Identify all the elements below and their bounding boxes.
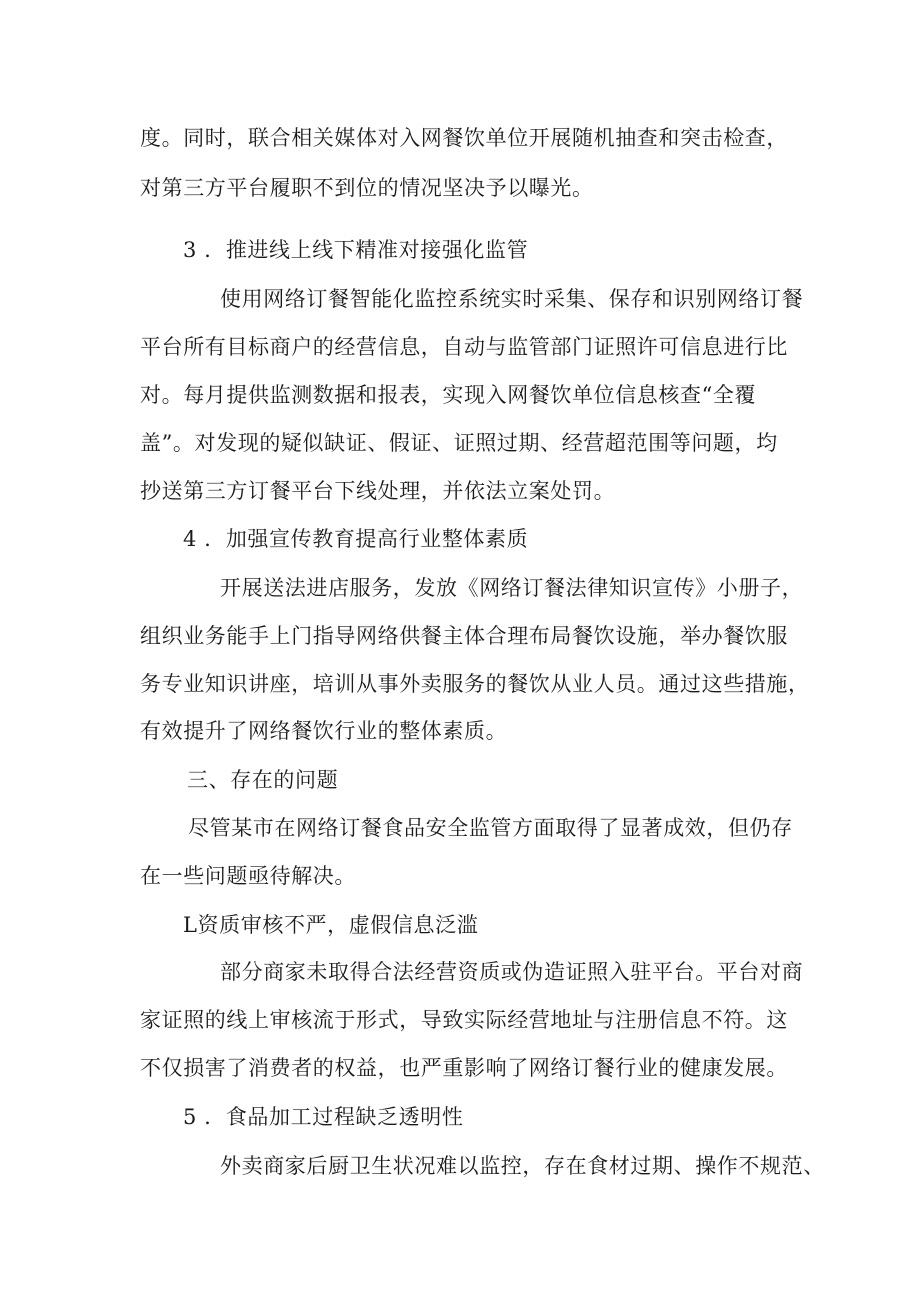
text-line: 开展送法进店服务，发放《网络订餐法律知识宣传》小册子， xyxy=(220,576,804,600)
text-line: 不仅损害了消费者的权益，也严重影响了网络订餐行业的健康发展。 xyxy=(140,1056,788,1080)
text-line: 对。每月提供监测数据和报表，实现入网餐饮单位信息核查“全覆 xyxy=(140,383,757,407)
text-line: 部分商家未取得合法经营资质或伪造证照入驻平台。平台对商 xyxy=(220,960,804,984)
text-line: 有效提升了网络餐饮行业的整体素质。 xyxy=(140,719,508,743)
section-heading: 三、存在的问题 xyxy=(187,768,339,792)
section-heading: 3 ．推进线上线下精准对接强化监管 xyxy=(183,238,529,262)
text-line: 在一些问题亟待解决。 xyxy=(140,864,356,888)
text-line: 平台所有目标商户的经营信息，自动与监管部门证照许可信息进行比 xyxy=(140,335,788,359)
section-heading: 4 ．加强宣传教育提高行业整体素质 xyxy=(183,527,529,551)
text-line: 尽管某市在网络订餐食品安全监管方面取得了显著成效，但仍存 xyxy=(188,816,793,840)
section-heading: 5 ．食品加工过程缺乏透明性 xyxy=(183,1105,464,1129)
text-line: 务专业知识讲座，培训从事外卖服务的餐饮从业人员。通过这些措施， xyxy=(140,672,810,696)
text-line: 外卖商家后厨卫生状况难以监控，存在食材过期、操作不规范、 xyxy=(220,1154,825,1178)
text-line: 对第三方平台履职不到位的情况坚决予以曝光。 xyxy=(140,176,594,200)
text-line: 使用网络订餐智能化监控系统实时采集、保存和识别网络订餐 xyxy=(220,287,804,311)
text-line: 盖”。对发现的疑似缺证、假证、证照过期、经营超范围等问题，均 xyxy=(140,431,778,455)
text-line: 抄送第三方订餐平台下线处理，并依法立案处罚。 xyxy=(140,479,616,503)
section-heading: L资质审核不严，虚假信息泛滥 xyxy=(183,913,479,937)
text-line: 度。同时，联合相关媒体对入网餐饮单位开展随机抽查和突击检查， xyxy=(140,126,788,150)
text-line: 家证照的线上审核流于形式，导致实际经营地址与注册信息不符。这 xyxy=(140,1008,788,1032)
text-line: 组织业务能手上门指导网络供餐主体合理布局餐饮设施，举办餐饮服 xyxy=(140,624,788,648)
